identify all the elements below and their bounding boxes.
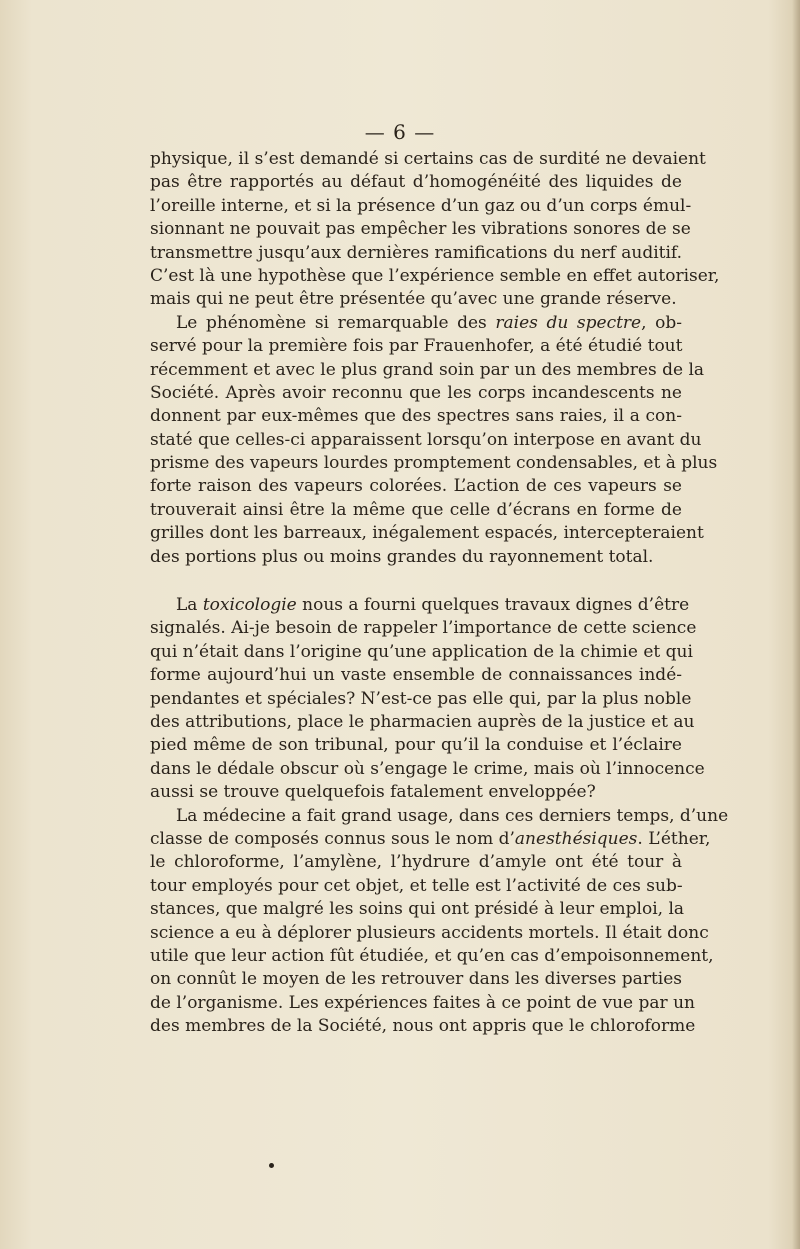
text-line <box>150 546 682 569</box>
text-span: La <box>176 595 203 616</box>
text-line <box>150 265 720 288</box>
text-span: science a eu à déplorer plusieurs accidents mortels. Il était donc <box>150 922 709 943</box>
text-span: de l’organisme. Les expériences faites à ce point de vue par un <box>150 992 695 1013</box>
text-line <box>150 1015 696 1038</box>
ink-dot <box>269 1163 274 1168</box>
text-span: . L’éther, <box>637 828 711 849</box>
text-line <box>150 499 682 522</box>
text-line <box>150 968 682 991</box>
text-span: l’oreille interne, et si la présence d’un gaz ou d’un corps émul- <box>150 195 692 216</box>
text-span: utile que leur action fût étudiée, et qu’en cas d’empoisonnement, <box>150 945 714 966</box>
text-line <box>150 148 706 171</box>
text-line <box>150 711 695 734</box>
page-number: — 6 — <box>364 120 436 144</box>
text-span: qui n’était dans l’origine qu’une application de la chimie et qui <box>150 641 693 662</box>
text-line <box>150 242 682 265</box>
text-line <box>150 522 704 545</box>
text-span: stances, que malgré les soins qui ont présidé à leur emploi, la <box>150 899 685 920</box>
text-span: prisme des vapeurs lourdes promptement condensables, et à plus <box>150 453 718 474</box>
text-span: dans le dédale obscur où s’engage le crime, mais où l’innocence <box>150 758 705 779</box>
italic-term: raies du spectre <box>495 312 642 333</box>
text-span: La médecine a fait grand usage, dans ces derniers temps, d’une <box>176 805 729 826</box>
text-line <box>150 922 709 945</box>
text-line <box>150 992 695 1015</box>
text-line <box>150 382 682 405</box>
text-span: nous a fourni quelques travaux dignes d’être <box>296 595 690 616</box>
text-span: staté que celles-ci apparaissent lorsqu’on interpose en avant du <box>150 429 702 450</box>
text-span: grilles dont les barreaux, inégalement espacés, intercepteraient <box>150 523 704 544</box>
text-line <box>150 617 697 640</box>
text-line <box>150 312 682 335</box>
text-span: des membres de la Société, nous ont appris que le chloroforme <box>150 1016 696 1037</box>
text-line <box>150 195 692 218</box>
text-line <box>150 664 682 687</box>
text-span: des attributions, place le pharmacien auprès de la justice et au <box>150 711 695 732</box>
italic-term: anesthésiques <box>514 828 638 849</box>
text-line <box>150 218 691 241</box>
text-line <box>150 945 714 968</box>
text-line <box>150 828 711 851</box>
text-span: Le phénomène si remarquable des <box>176 312 496 333</box>
text-line <box>150 805 729 828</box>
text-span: Société. Après avoir reconnu que les corps incandescents ne <box>150 382 682 403</box>
text-line <box>150 875 682 898</box>
text-span: forme aujourd’hui un vaste ensemble de connaissances indé- <box>150 665 682 686</box>
text-line <box>150 688 692 711</box>
text-line <box>150 851 682 874</box>
text-span: sionnant ne pouvait pas empêcher les vibrations sonores de se <box>150 219 691 240</box>
text-span: C’est là une hypothèse que l’expérience semble en effet autoriser, <box>150 265 720 286</box>
text-line <box>150 594 690 617</box>
text-line <box>150 641 693 664</box>
text-span: pied même de son tribunal, pour qu’il la conduise et l’éclaire <box>150 735 682 756</box>
body-text <box>150 148 729 1038</box>
text-line <box>150 405 682 428</box>
text-span: classe de composés connus sous le nom d’ <box>150 828 515 849</box>
text-line <box>150 781 682 804</box>
text-line <box>150 335 682 358</box>
text-span: trouverait ainsi être la même que celle d’écrans en forme de <box>150 499 682 520</box>
text-span: récemment et avec le plus grand soin par un des membres de la <box>150 359 705 380</box>
text-span: donnent par eux-mêmes que des spectres sans raies, il a con- <box>150 406 682 427</box>
text-span: signalés. Ai-je besoin de rappeler l’importance de cette science <box>150 618 697 639</box>
text-line <box>150 475 682 498</box>
text-span: forte raison des vapeurs colorées. L’action de ces vapeurs se <box>150 476 682 497</box>
text-line <box>150 359 705 382</box>
text-span: pendantes et spéciales? N’est-ce pas elle qui, par la plus noble <box>150 688 692 709</box>
text-line <box>150 898 685 921</box>
text-span: servé pour la première fois par Frauenhofer, a été étudié tout <box>150 336 683 357</box>
text-span: tour employés pour cet objet, et telle est l’activité de ces sub- <box>150 875 683 896</box>
text-span: transmettre jusqu’aux dernières ramifications du nerf auditif. <box>150 242 682 263</box>
text-line <box>150 758 705 781</box>
text-span: le chloroforme, l’amylène, l’hydrure d’amyle ont été tour à <box>150 852 682 873</box>
text-line <box>150 429 702 452</box>
text-span: , ob- <box>641 312 682 333</box>
text-line <box>150 171 682 194</box>
text-line <box>150 452 718 475</box>
text-span: des portions plus ou moins grandes du rayonnement total. <box>150 546 654 567</box>
text-span: physique, il s’est demandé si certains cas de surdité ne devaient <box>150 149 706 169</box>
text-span: aussi se trouve quelquefois fatalement enveloppée? <box>150 782 596 803</box>
text-span: on connût le moyen de les retrouver dans les diverses parties <box>150 969 682 990</box>
text-span: mais qui ne peut être présentée qu’avec une grande réserve. <box>150 289 677 310</box>
text-span: pas être rapportés au défaut d’homogénéité des liquides de <box>150 172 682 193</box>
text-line <box>150 734 682 757</box>
text-line <box>150 288 682 311</box>
italic-term: toxicologie <box>202 595 297 616</box>
page-edge-shadow <box>792 0 800 1249</box>
paragraph-gap <box>150 569 682 594</box>
